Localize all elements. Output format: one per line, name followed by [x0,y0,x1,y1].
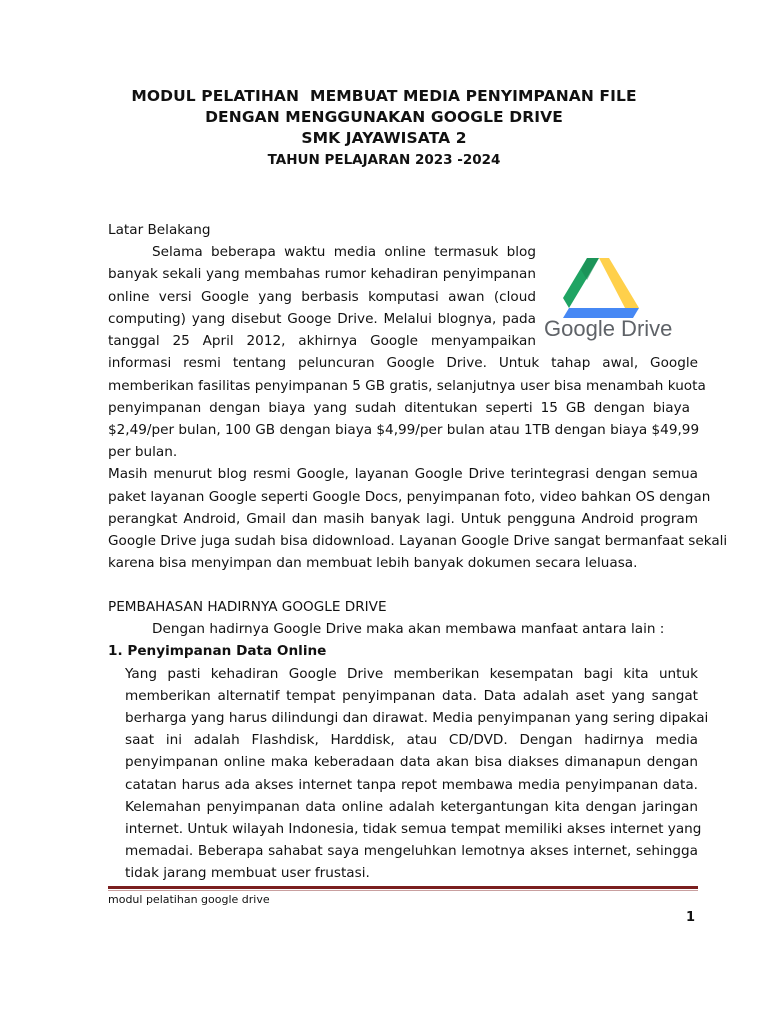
background-line: tanggal 25 April 2012, akhirnya Google menyampaikan [108,333,536,349]
section-1-line: penyimpanan online maka keberadaan data akan bisa diakses dimanapun dengan [125,754,698,770]
background-line: online versi Google yang berbasis komputasi awan (cloud [108,289,536,305]
footer-rule-thin [108,890,698,891]
background-line: paket layanan Google seperti Google Docs, penyimpanan foto, video bahkan OS dengan [108,489,711,505]
background-line: $2,49/per bulan, 100 GB dengan biaya $4,99/per bulan atau 1TB dengan biaya $49,99 [108,422,700,438]
background-line: per bulan. [108,444,178,460]
background-line: Masih menurut blog resmi Google, layanan Google Drive terintegrasi dengan semua [108,466,698,482]
section-1-line: catatan harus ada akses internet tanpa repot membawa media penyimpanan data. [125,777,698,793]
section-1-title: 1. Penyimpanan Data Online [108,643,327,659]
background-line: banyak sekali yang membahas rumor kehadiran penyimpanan [108,266,536,282]
section-1-line: saat ini adalah Flashdisk, Harddisk, atau CD/DVD. Dengan hadirnya media [125,732,698,748]
background-line: karena bisa menyimpan dan membuat lebih banyak dokumen secara leluasa. [108,555,638,571]
background-line: Google Drive juga sudah bisa didownload. Layanan Google Drive sangat bermanfaat sekali [108,533,728,549]
background-heading: Latar Belakang [108,222,211,238]
page-number: 1 [686,910,696,925]
title-line-2: DENGAN MENGGUNAKAN GOOGLE DRIVE [205,108,563,126]
background-line: Selama beberapa waktu media online termasuk blog [152,244,536,260]
google-drive-logo [541,250,683,342]
footer-text: modul pelatihan google drive [108,893,270,906]
title-line-3: SMK JAYAWISATA 2 [301,129,467,147]
background-line: penyimpanan dengan biaya yang sudah ditentukan seperti 15 GB dengan biaya [108,400,690,416]
section-1-line: Yang pasti kehadiran Google Drive memberikan kesempatan bagi kita untuk [125,666,698,682]
title-line-1: MODUL PELATIHAN MEMBUAT MEDIA PENYIMPANAN FILE [131,87,637,105]
section-1-line: memadai. Beberapa sahabat saya mengeluhkan lemotnya akses internet, sehingga [125,843,698,859]
logo-wordmark: Google Drive [544,316,673,341]
background-line: computing) yang disebut Googe Drive. Melalui blognya, pada [108,311,536,327]
google-drive-icon [541,250,683,342]
academic-year: TAHUN PELAJARAN 2023 -2024 [267,152,501,168]
section-1-line: tidak jarang membuat user frustasi. [125,865,370,881]
section-1-line: berharga yang harus dilindungi dan dirawat. Media penyimpanan yang sering dipakai [125,710,709,726]
discussion-intro: Dengan hadirnya Google Drive maka akan membawa manfaat antara lain : [152,621,665,637]
discussion-heading: PEMBAHASAN HADIRNYA GOOGLE DRIVE [108,599,387,615]
footer-rule [108,886,698,889]
section-1-line: internet. Untuk wilayah Indonesia, tidak semua tempat memiliki akses internet yang [125,821,702,837]
background-line: perangkat Android, Gmail dan masih banyak lagi. Untuk pengguna Android program [108,511,698,527]
title-block [0,86,768,170]
section-1-line: memberikan alternatif tempat penyimpanan data. Data adalah aset yang sangat [125,688,698,704]
background-line: informasi resmi tentang peluncuran Google Drive. Untuk tahap awal, Google [108,355,698,371]
background-line: memberikan fasilitas penyimpanan 5 GB gratis, selanjutnya user bisa menambah kuota [108,378,706,394]
section-1-line: Kelemahan penyimpanan data online adalah ketergantungan kita dengan jaringan [125,799,698,815]
